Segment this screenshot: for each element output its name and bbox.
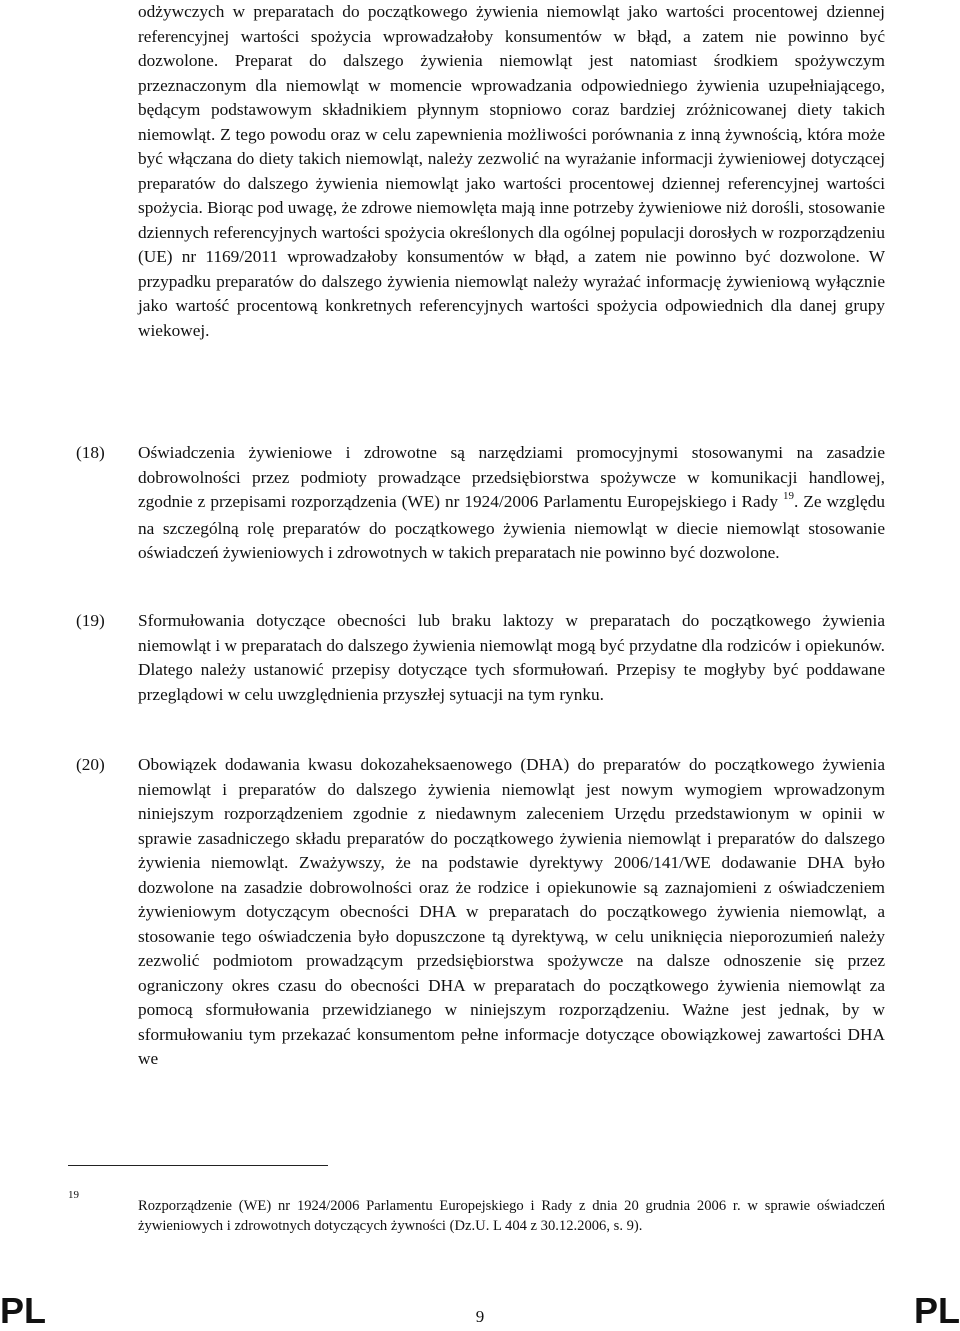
recital-19-text: Sformułowania dotyczące obecności lub braku laktozy w preparatach do początkowego żywienia niemowląt i w preparatach do dalszego żywienia niemowląt mogą być przydatne dla rodziców i opiekunów. Dlatego należy ustanowić przepisy dotyczące tych sformułowań. Przepisy te mogłyby być poddawane przeglądowi w celu uwzględnienia przyszłej sytuacji na tym rynku. bbox=[138, 611, 885, 704]
footnote-text: Rozporządzenie (WE) nr 1924/2006 Parlamentu Europejskiego i Rady z dnia 20 grudnia 2006 r. w sprawie oświadczeń żywieniowych i zdrowotnych dotyczących żywności (Dz.U. L 404 z 30.12.2006, s. 9). bbox=[138, 1198, 885, 1234]
footnote-number: 19 bbox=[68, 1189, 79, 1201]
recital-18-text-before-ref: Oświadczenia żywieniowe i zdrowotne są narzędziami promocyjnymi stosowanymi na zasadzie dobrowolności przez podmioty prowadzące przedsiębiorstwa spożywcze w komunikacji handlowej, zgodnie z przepisami rozporządzenia (WE) nr 1924/2006 Parlamentu Europejskiego i Rady bbox=[138, 443, 885, 511]
page-number: 9 bbox=[475, 1307, 485, 1326]
continuation-paragraph: odżywczych w preparatach do początkowego żywienia niemowląt jako wartości procentowej dziennej referencyjnej wartości spożycia wprowadzałoby konsumentów w błąd, a zatem nie powinno być dozwolone. Preparat do dalszego żywienia niemowląt jest natomiast środkiem spożywczym przeznaczonym dla niemowląt w momencie wprowadzania odpowiedniego żywienia uzupełniającego, będącym podstawowym składnikiem płynnym stopniowo coraz bardziej zróżnicowanej diety takich niemowląt. Z tego powodu oraz w celu zapewnienia możliwości porównania z inną żywnością, która może być włączana do diety takich niemowląt, należy zezwolić na wyrażanie informacji żywieniowej dotyczącej preparatów do dalszego żywienia niemowląt jako wartości procentowej dziennej referencyjnej wartości spożycia. Biorąc pod uwagę, że zdrowe niemowlęta mają inne potrzeby żywieniowe niż dorośli, stosowanie dziennych referencyjnych wartości spożycia określonych dla ogólnej populacji dorosłych w rozporządzeniu (UE) nr 1169/2011 wprowadzałoby konsumentów w błąd, a zatem nie powinno być dozwolone. W przypadku preparatów do dalszego żywienia niemowląt należy wyrażać informację żywieniową wyłącznie jako wartość procentową konkretnych referencyjnych wartości spożycia odpowiednich dla danej grupy wiekowej. bbox=[138, 2, 885, 340]
footnote-separator bbox=[68, 1165, 328, 1166]
recital-number-18: (18) bbox=[76, 443, 105, 462]
footnote-reference-19[interactable]: 19 bbox=[782, 490, 794, 502]
footer-language-right: PL bbox=[913, 1290, 960, 1331]
recital-number-19: (19) bbox=[76, 611, 105, 630]
recital-number-20: (20) bbox=[76, 755, 105, 774]
recital-18-text-after-ref: . Ze względu na szczególną rolę preparatów do początkowego żywienia niemowląt w diecie niemowląt stosowanie oświadczeń żywieniowych i zdrowotnych w takich preparatach nie powinno być dozwolone. bbox=[138, 492, 886, 562]
footer-language-left: PL bbox=[0, 1290, 47, 1331]
recital-20-text: Obowiązek dodawania kwasu dokozaheksaenowego (DHA) do preparatów do początkowego żywienia niemowląt i preparatów do dalszego żywienia niemowląt jest nowym wymogiem wprowadzonym niniejszym rozporządzeniem zgodnie z niedawnym zaleceniem Urzędu przedstawionym w opinii w sprawie zasadniczego składu preparatów do początkowego żywienia niemowląt i preparatów do dalszego żywienia niemowląt. Zważywszy, że na podstawie dyrektywy 2006/141/WE dodawanie DHA było dozwolone na zasadzie dobrowolności oraz że rodzice i opiekunowie są zaznajomieni z oświadczeniem żywieniowym dotyczącym obecności DHA w preparatach do początkowego żywienia niemowląt, a stosowanie tego oświadczenia było dopuszczone tą dyrektywą, w celu uniknięcia nieporozumień należy zezwolić podmiotom prowadzącym przedsiębiorstwa spożywcze na dalsze odnoszenie się przez ograniczony okres czasu do obecności DHA w preparatach do początkowego żywienia niemowląt za pomocą sformułowania przewidzianego w niniejszym rozporządzeniu. Ważne jest jednak, by w sformułowaniu tym przekazać konsumentom pełne informacje dotyczące obowiązkowej zawartości DHA we bbox=[138, 755, 885, 1068]
recital-18-text bbox=[138, 441, 885, 566]
